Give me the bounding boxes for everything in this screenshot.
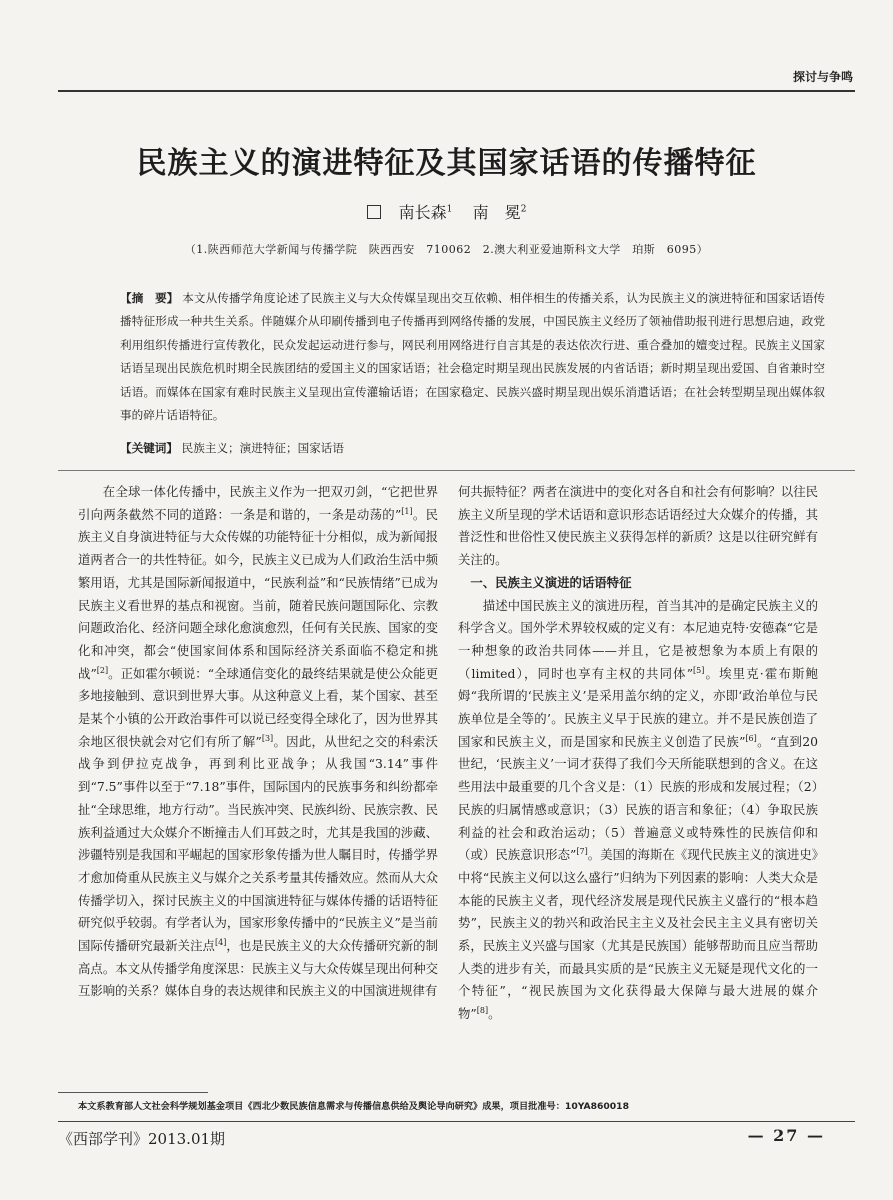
paragraph-text: 描述中国民族主义的演进历程，首当其冲的是确定民族主义的科学含义。国外学术界较权威的定义有：本尼迪克特·安德森“它是一种想象的政治共同体——并且，它是被想象为本质上有限的（limited），同时也享有主权的共同体” bbox=[458, 597, 818, 681]
citation: [2] bbox=[96, 665, 109, 675]
square-marker-icon bbox=[367, 205, 381, 219]
footer-rule bbox=[58, 1121, 855, 1122]
paragraph-text: ，也是民族主义的大众传播研究新的制高点。本文从传播学角度深思：民族主义与大众传媒呈现出何种交互影响的关系？媒体自身的表达规律和民族主义的中国演进规律有 bbox=[78, 938, 439, 999]
paragraph: 何共振特征？两者在演进中的变化对各自和社会有何影响？以往民族主义所呈现的学术话语和意识形态话语经过大众媒介的传播，其普泛性和世俗性又使民族主义获得怎样的新质？这是以往研究鲜有关注的。 bbox=[458, 484, 818, 568]
body-column-left bbox=[78, 481, 438, 1003]
paragraph-text: 。埃里克·霍布斯鲍姆“我所谓的‘民族主义’是采用盖尔纳的定义，亦即‘政治单位与民族单位是全等的’。民族主义早于民族的建立。并不是民族创造了国家和民族主义，而是国家和民族主义创造了民族” bbox=[458, 665, 818, 749]
funding-note: 本文系教育部人文社会科学规划基金项目《西北少数民族信息需求与传播信息供给及舆论导向研究》成果，项目批准号：10YA860018 bbox=[78, 1101, 629, 1112]
paragraph-text: 。 bbox=[488, 1006, 501, 1022]
keywords-label: 【关键词】 bbox=[120, 441, 178, 455]
citation: [4] bbox=[214, 937, 227, 947]
body-column-right bbox=[458, 481, 818, 1026]
journal-name: 《西部学刊》2013.01期 bbox=[58, 1130, 226, 1148]
page-number: — 27 — bbox=[747, 1126, 825, 1145]
citation: [5] bbox=[693, 665, 705, 675]
header-rule bbox=[58, 90, 855, 92]
author-line bbox=[0, 200, 893, 223]
citation: [1] bbox=[401, 506, 413, 516]
author-2-affil-mark: 2 bbox=[520, 204, 527, 215]
abstract-label: 【摘 要】 bbox=[120, 291, 179, 305]
citation: [6] bbox=[745, 733, 757, 743]
abstract bbox=[120, 287, 825, 427]
paragraph-text: 。正如霍尔顿说：“全球通信变化的最终结果就是使公众能更多地接触到、意识到世界大事。从这种意义上看，某个国家、甚至是某个小镇的公开政治事件可以说已经变得全球化了，因为世界其余地区很快就会对它们有所了解” bbox=[78, 665, 438, 749]
article-title: 民族主义的演进特征及其国家话语的传播特征 bbox=[136, 146, 757, 181]
citation: [7] bbox=[576, 847, 588, 857]
author-2: 南 冕 bbox=[472, 203, 521, 222]
paragraph-text: 。“直到20世纪，‘民族主义’一词才获得了我们今天所能联想到的含义。在这些用法中最重要的几个含义是：（1）民族的形成和发展过程；（2）民族的归属情感或意识；（3）民族的语言和象征；（4）争取民族利益的社会和政治运动；（5）普遍意义或特殊性的民族信仰和（或）民族意识形态” bbox=[458, 733, 818, 863]
citation: [8] bbox=[476, 1006, 489, 1016]
footnote-rule bbox=[58, 1092, 208, 1093]
section-heading: 一、民族主义演进的话语特征 bbox=[470, 574, 632, 590]
paragraph-text: 。美国的海斯在《现代民族主义的演进史》中将“民族主义何以这么盛行”归纳为下列因素的影响：人类大众是本能的民族主义者，现代经济发展是现代民族主义盛行的“根本趋势”，民族主义的勃兴和政治民主主义及社会民主主义具有密切关系，民族主义兴盛与国家（尤其是民族国）能够帮助而且应当帮助人类的进步有关，而最具实质的是“民族主义无疑是现代文化的一个特征”，“视民族国为文化获得最大保障与最大进展的媒介物” bbox=[458, 847, 818, 1022]
section-tag: 探讨与争鸣 bbox=[792, 70, 853, 84]
author-1: 南长森 bbox=[398, 203, 447, 222]
paragraph bbox=[458, 595, 818, 1026]
author-1-affil-mark: 1 bbox=[446, 204, 453, 215]
paragraph-text: 。民族主义自身演进特征与大众传媒的功能特征十分相似，成为新闻报道两者合一的共性特征。如今，民族主义已成为人们政治生活中频繁用语，尤其是国际新闻报道中，“民族利益”和“民族情绪”已成为民族主义看世界的基点和视窗。当前，随着民族问题国际化、宗教问题政治化、经济问题全球化愈演愈烈，任何有关民族、国家的变化和冲突，都会“使国家间体系和国际经济关系面临不稳定和挑战” bbox=[78, 506, 438, 681]
affiliation: （1.陕西师范大学新闻与传播学院 陕西西安 710062 2.澳大利亚爱迪斯科文大学 珀斯 6095） bbox=[184, 243, 709, 256]
abstract-text: 本文从传播学角度论述了民族主义与大众传媒呈现出交互依赖、相伴相生的传播关系，认为民族主义的演进特征和国家话语传播特征形成一种共生关系。伴随媒介从印刷传播到电子传播再到网络传播的发展，中国民族主义经历了领袖借助报刊进行思想启迪，政党利用组织传播进行宣传教化，民众发起运动进行参与，网民利用网络进行自言其是的表达依次行进、重合叠加的嬗变过程。民族主义国家话语呈现出民族危机时期全民族团结的爱国主义的国家话语；社会稳定时期呈现出民族发展的内省话语；新时期呈现出爱国、自省兼时空话语。而媒体在国家有难时民族主义呈现出宣传灌输话语；在国家稳定、民族兴盛时期呈现出娱乐消遣话语；在社会转型期呈现出媒体叙事的碎片话语特征。 bbox=[120, 291, 825, 423]
paragraph-text: 在全球一体化传播中，民族主义作为一把双刃剑，“它把世界引向两条截然不同的道路：一条是和谐的，一条是动荡的” bbox=[78, 484, 438, 522]
citation: [3] bbox=[261, 733, 274, 743]
paragraph bbox=[78, 481, 438, 1003]
keywords-text: 民族主义；演进特征；国家话语 bbox=[181, 441, 344, 455]
divider bbox=[58, 470, 855, 471]
keywords bbox=[120, 437, 825, 459]
paragraph-text: 。因此，从世纪之交的科索沃战争到伊拉克战争，再到利比亚战争；从我国“3.14”事件到“7.5”事件以至于“7.18”事件，国际国内的民族事务和纠纷都牵扯“全球思维，地方行动”。当民族冲突、民族纠纷、民族宗教、民族利益通过大众媒介不断撞击人们耳鼓之时，尤其是我国的涉藏、涉疆特别是我国和平崛起的国家形象传播为世人瞩目时，传播学界才愈加倚重从民族主义与媒介之关系考量其传播效应。然而从大众传播学切入，探讨民族主义的中国演进特征与媒体传播的话语特征研究似乎较弱。有学者认为，国家形象传播中的“民族主义”是当前国际传播研究最新关注点 bbox=[78, 733, 439, 954]
